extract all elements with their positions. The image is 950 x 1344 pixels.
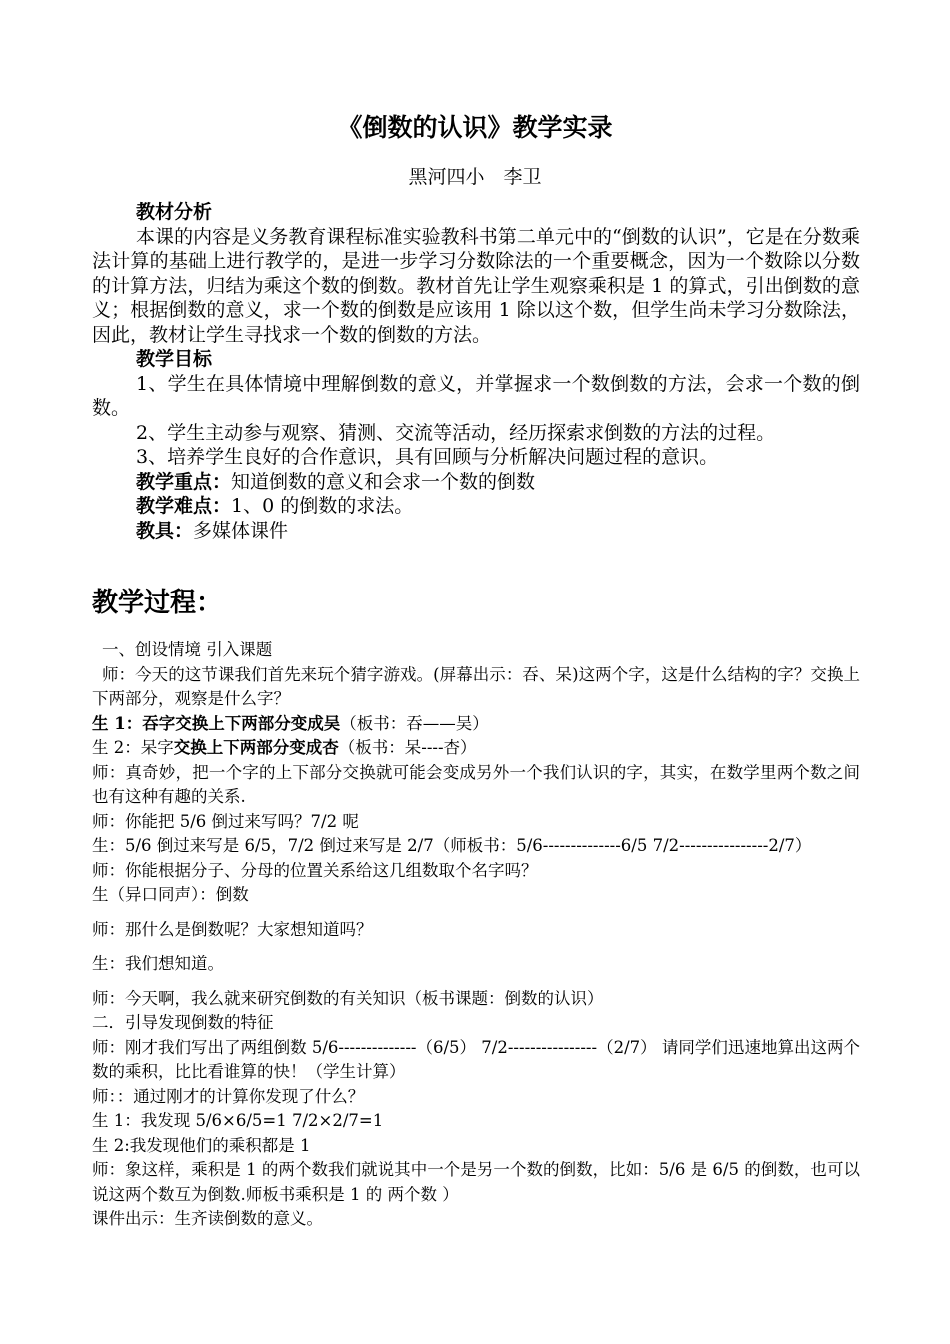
transcript-line: 师：：通过刚才的计算你发现了什么？: [92, 1086, 365, 1106]
transcript-line: [92, 736, 860, 761]
section-heading: 一、创设情境 引入课题: [102, 640, 273, 659]
transcript-line: 生：5/6 倒过来写是 6/5，7/2 倒过来写是 2/7（师板书：5/6--------------6/5 7/2----------------2/7）: [92, 836, 812, 855]
transcript-line: 师：那什么是倒数呢？大家想知道吗？: [92, 919, 373, 939]
tools-text: 多媒体课件: [193, 519, 289, 542]
difficulty-line: [92, 494, 860, 519]
difficulty-text: 1、0 的倒数的求法。: [231, 495, 414, 517]
transcript-bold-text: 生 1：吞字交换上下两部分变成吴: [92, 713, 341, 733]
key-point-line: [92, 470, 860, 495]
analysis-heading: 教材分析: [136, 201, 213, 223]
transcript-line: 师：今天的这节课我们首先来玩个猜字游戏。(屏幕出示：吞、呆)这两个字，这是什么结构的字？交换上下两部分，观察是什么字？: [92, 664, 860, 708]
transcript-line: 生 2:我发现他们的乘积都是 1: [92, 1135, 311, 1155]
analysis-paragraph: 本课的内容是义务教育课程标准实验教科书第二单元中的“倒数的认识”，它是在分数乘法计算的基础上进行教学的，是进一步学习分数除法的一个重要概念，因为一个数除以分数的计算方法，归结为乘这个数的倒数。教材首先让学生观察乘积是 1 的算式，引出倒数的意义；根据倒数的意义，求一个数的倒数是应该用 1 除以这个数，但学生尚未学习分数除法，因此，教材让学生寻找求一个数的倒数的方法。: [92, 225, 860, 346]
transcript-line: 师：象这样，乘积是 1 的两个数我们就说其中一个是另一个数的倒数，比如：5/6 是 6/5 的倒数，也可以说这两个数互为倒数.师板书乘积是 1 的 两个数 ）: [92, 1160, 860, 1204]
transcript-line: 师：真奇妙，把一个字的上下部分交换就可能会变成另外一个我们认识的字，其实，在数学里两个数之间也有这种有趣的关系.: [92, 762, 860, 806]
transcript-line: 师：今天啊，我么就来研究倒数的有关知识（板书课题：倒数的认识）: [92, 988, 604, 1008]
goal-item: 2、学生主动参与观察、猜测、交流等活动，经历探索求倒数的方法的过程。: [136, 421, 776, 444]
difficulty-label: 教学难点：: [136, 495, 232, 517]
tools-line: [92, 519, 860, 544]
process-heading: 教学过程：: [92, 588, 223, 618]
transcript-line: 生（异口同声）：倒数: [92, 885, 249, 904]
board-note: （板书：吞——吴）: [340, 713, 489, 733]
lesson-transcript: [92, 638, 860, 1232]
transcript-line: 课件出示：生齐读倒数的意义。: [92, 1209, 323, 1228]
lesson-overview: [92, 200, 860, 543]
transcript-line: 师：刚才我们写出了两组倒数 5/6--------------（6/5） 7/2----------------（2/7） 请同学们迅速地算出这两个数的乘积，比比看谁算的快！（学生计算）: [92, 1037, 860, 1081]
transcript-text: 生 2：呆字: [92, 738, 174, 757]
goals-heading: 教学目标: [136, 348, 213, 370]
key-point-text: 知道倒数的意义和会求一个数的倒数: [231, 470, 536, 493]
transcript-bold-text: 交换上下两部分变成杏: [173, 738, 339, 757]
section-heading: 二．引导发现倒数的特征: [92, 1013, 274, 1032]
goal-item: 3、培养学生良好的合作意识，具有回顾与分析解决问题过程的意识。: [136, 446, 719, 468]
board-note: （板书：呆----杏）: [338, 738, 477, 757]
author-line: 黑河四小 李卫: [408, 166, 542, 188]
transcript-line: [92, 712, 860, 737]
transcript-line: 师：你能把 5/6 倒过来写吗？7/2 呢: [92, 811, 359, 831]
document-title: 《倒数的认识》教学实录: [337, 113, 613, 142]
transcript-line: 生 1：我发现 5/6×6/5=1 7/2×2/7=1: [92, 1111, 384, 1130]
goal-item: 1、学生在具体情境中理解倒数的意义，并掌握求一个数倒数的方法，会求一个数的倒数。: [92, 372, 860, 419]
transcript-line: 师：你能根据分子、分母的位置关系给这几组数取个名字吗？: [92, 860, 538, 880]
transcript-line: 生：我们想知道。: [92, 954, 224, 973]
tools-label: 教具：: [136, 519, 194, 542]
key-point-label: 教学重点：: [136, 470, 232, 493]
